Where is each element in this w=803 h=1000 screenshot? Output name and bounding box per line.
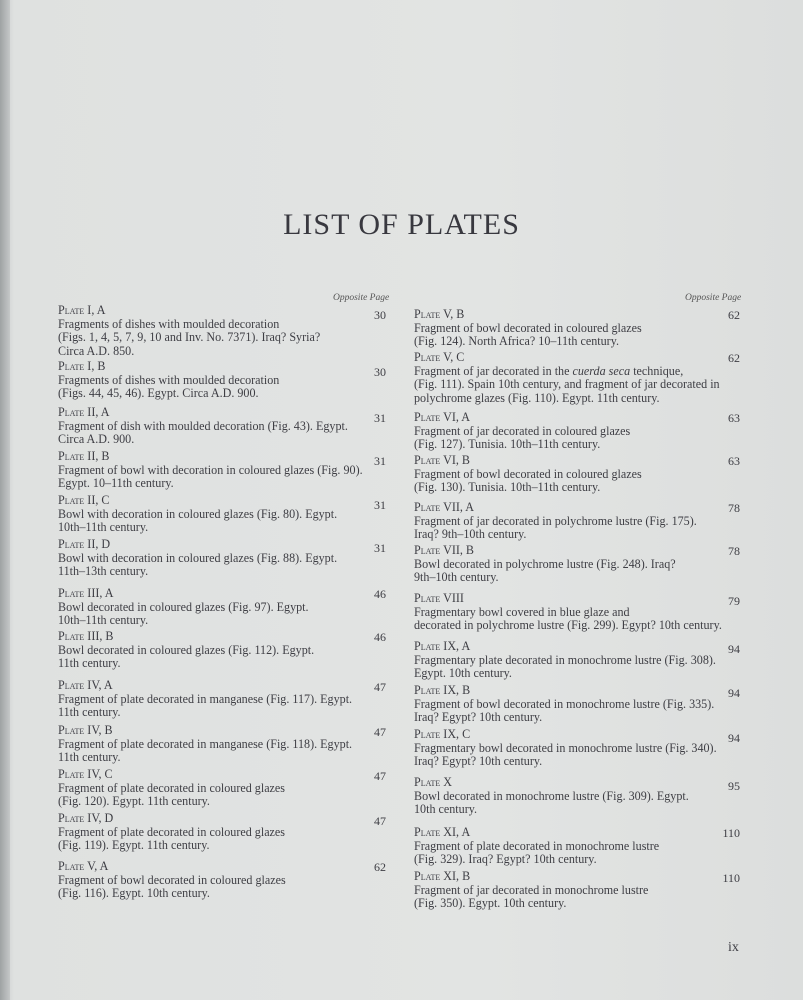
plate-desc-line: Fragment of jar decorated in the cuerda seca technique, [414,363,684,378]
plate-label: Plate I, B [58,359,106,373]
page-number: 47 [374,769,386,783]
page-number: 46 [374,630,386,644]
left-column-header: Opposite Page [333,293,390,303]
plate-desc-line: 11th century. [58,750,121,765]
plate-label: Plate VI, B [414,453,470,467]
page-number: 95 [728,779,740,793]
plate-label: Plate V, B [414,307,465,321]
plate-desc-line: 11th century. [58,705,121,720]
page-number: 79 [728,594,740,608]
page-number: 94 [728,731,740,745]
plate-entry [58,304,320,358]
right-column-header: Opposite Page [685,293,742,303]
plate-entry [58,450,363,491]
plate-entry [414,544,676,585]
plate-desc-line: Fragmentary bowl decorated in monochrome lustre (Fig. 340). [414,740,717,755]
page-number: 78 [728,501,740,515]
plate-desc-line: Fragment of plate decorated in coloured glazes [58,824,285,839]
page-number: 94 [728,642,740,656]
plate-label: Plate II, B [58,449,110,463]
page-number: 31 [374,541,386,555]
plate-desc-line: Fragment of bowl with decoration in coloured glazes (Fig. 90). [58,462,363,477]
page-number: 46 [374,587,386,601]
plate-label: Plate IV, B [58,723,113,737]
page-number: 94 [728,686,740,700]
plate-label: Plate VI, A [414,410,470,424]
page-number: 62 [728,351,740,365]
page-number: 30 [374,308,386,322]
plate-label: Plate X [414,775,453,789]
plate-desc-line: Egypt. 10th century. [414,666,512,681]
page-number: 78 [728,544,740,558]
plate-desc-line: 11th century. [58,656,121,671]
page-number: 63 [728,454,740,468]
page-number: 47 [374,814,386,828]
plate-label: Plate II, D [58,537,111,551]
plate-desc-line: (Figs. 1, 4, 5, 7, 9, 10 and Inv. No. 7371). Iraq? Syria? [58,330,321,345]
plate-entry [58,494,337,535]
page-number: 31 [374,498,386,512]
plate-desc-line: Fragment of jar decorated in polychrome lustre (Fig. 175). [414,513,697,528]
page-title: LIST OF PLATES [283,208,520,241]
plate-entry [414,308,642,349]
page-number: 63 [728,411,740,425]
plate-entry [414,776,689,817]
plate-desc-line: 9th–10th century. [414,570,499,585]
plate-label: Plate IV, A [58,678,113,692]
plate-label: Plate IV, C [58,767,113,781]
plate-desc-line: 11th–13th century. [58,564,149,579]
plate-label: Plate IX, B [414,683,471,697]
plate-entry [414,454,642,495]
plate-desc-line: decorated in polychrome lustre (Fig. 299). Egypt? 10th century. [414,618,722,633]
page-number: 30 [374,365,386,379]
page-number: 62 [728,308,740,322]
plate-desc-line: (Fig. 120). Egypt. 11th century. [58,794,210,809]
plate-desc-line: Fragment of bowl decorated in coloured glazes [414,466,642,481]
plate-entry [414,411,630,452]
plate-desc-line: 10th century. [414,802,478,817]
page-number: 62 [374,860,386,874]
plate-desc-line: Fragment of plate decorated in manganese (Fig. 118). Egypt. [58,736,353,751]
plate-desc-line: Circa A.D. 900. [58,432,135,447]
plate-label: Plate III, B [58,629,114,643]
plate-entry [414,501,697,542]
plate-entry [58,724,352,765]
page-number: 47 [374,725,386,739]
plate-label: Plate II, C [58,493,110,507]
plate-label: Plate XI, A [414,825,471,839]
page-number: 31 [374,454,386,468]
plate-desc-line: Fragment of bowl decorated in monochrome lustre (Fig. 335). [414,696,715,711]
plate-entry [414,684,714,725]
plate-entry [414,351,720,405]
plate-label: Plate II, A [58,405,110,419]
plate-desc-line: (Fig. 127). Tunisia. 10th–11th century. [414,437,601,452]
plate-desc-line: Fragments of dishes with moulded decoration [58,316,280,331]
plate-desc-line: Fragment of jar decorated in coloured glazes [414,423,631,438]
emphasis-text: cuerda seca [572,363,631,378]
plate-entry [414,826,659,867]
plate-entry [58,538,337,579]
plate-desc-line: Fragment of dish with moulded decoration (Fig. 43). Egypt. [58,418,348,433]
plate-desc-line: 10th–11th century. [58,520,149,535]
plate-entry [58,768,285,809]
plate-desc-line: (Fig. 119). Egypt. 11th century. [58,838,210,853]
plate-desc-line: 10th–11th century. [58,613,149,628]
plate-desc-line: Iraq? Egypt? 10th century. [414,710,543,725]
plate-desc-line: Iraq? Egypt? 10th century. [414,754,543,769]
plate-desc-line: Bowl with decoration in coloured glazes (Fig. 88). Egypt. [58,550,338,565]
plate-desc-line: Bowl decorated in monochrome lustre (Fig. 309). Egypt. [414,788,689,803]
plate-desc-line: Bowl decorated in coloured glazes (Fig. 112). Egypt. [58,642,315,657]
plate-label: Plate IX, A [414,639,471,653]
plate-label: Plate VII, B [414,543,474,557]
plate-desc-line: Fragment of plate decorated in monochrome lustre [414,838,660,853]
plate-desc-line: Fragmentary plate decorated in monochrome lustre (Fig. 308). [414,652,716,667]
page-number: 47 [374,680,386,694]
plate-label: Plate III, A [58,586,114,600]
plate-label: Plate IX, C [414,727,471,741]
plate-desc-line: Fragment of plate decorated in manganese (Fig. 117). Egypt. [58,691,353,706]
plate-desc-line: Iraq? 9th–10th century. [414,527,527,542]
plate-desc-line: (Fig. 130). Tunisia. 10th–11th century. [414,480,601,495]
plate-desc-line: (Fig. 116). Egypt. 10th century. [58,886,210,901]
plate-desc-line: Fragment of bowl decorated in coloured glazes [58,872,286,887]
plate-desc-line: (Fig. 329). Iraq? Egypt? 10th century. [414,852,597,867]
plate-entry [414,640,716,681]
plate-entry [58,860,286,901]
plate-desc-line: polychrome glazes (Fig. 110). Egypt. 11th century. [414,390,660,405]
page-number: 110 [722,871,740,885]
plate-desc-line: Bowl decorated in polychrome lustre (Fig. 248). Iraq? [414,556,676,571]
plate-entry [58,587,309,628]
page-number: 110 [722,826,740,840]
plate-entry [58,406,348,447]
plate-desc-line: Circa A.D. 850. [58,343,135,358]
book-spine-shadow [0,0,10,1000]
plate-desc-line: (Fig. 124). North Africa? 10–11th century. [414,334,619,349]
plate-label: Plate V, A [58,859,109,873]
plate-desc-line: (Fig. 350). Egypt. 10th century. [414,896,567,911]
plate-entry [58,679,352,720]
plate-desc-line: Bowl decorated in coloured glazes (Fig. 97). Egypt. [58,599,309,614]
plate-desc-line: Egypt. 10–11th century. [58,476,174,491]
plate-entry [58,630,314,671]
plate-desc-line: Bowl with decoration in coloured glazes (Fig. 80). Egypt. [58,506,338,521]
plate-entry [414,728,717,769]
plate-desc-line: Fragment of bowl decorated in coloured glazes [414,320,642,335]
plate-label: Plate IV, D [58,811,114,825]
plate-desc-line: Fragment of plate decorated in coloured glazes [58,780,285,795]
plate-desc-line: (Fig. 111). Spain 10th century, and fragment of jar decorated in [414,377,720,392]
plate-entry [414,870,648,911]
page-number: 31 [374,411,386,425]
plate-entry [58,360,279,401]
plate-entry [58,812,285,853]
plate-label: Plate XI, B [414,869,471,883]
plate-desc-line: Fragmentary bowl covered in blue glaze and [414,604,630,619]
folio-page-number: ix [728,940,739,955]
plate-entry [414,592,722,633]
plate-label: Plate I, A [58,303,106,317]
plate-label: Plate V, C [414,350,465,364]
plate-desc-line: Fragments of dishes with moulded decoration [58,372,280,387]
plate-desc-line: Fragment of jar decorated in monochrome lustre [414,882,649,897]
plate-label: Plate VIII [414,591,464,605]
plate-label: Plate VII, A [414,500,474,514]
plate-desc-line: (Figs. 44, 45, 46). Egypt. Circa A.D. 900. [58,386,259,401]
